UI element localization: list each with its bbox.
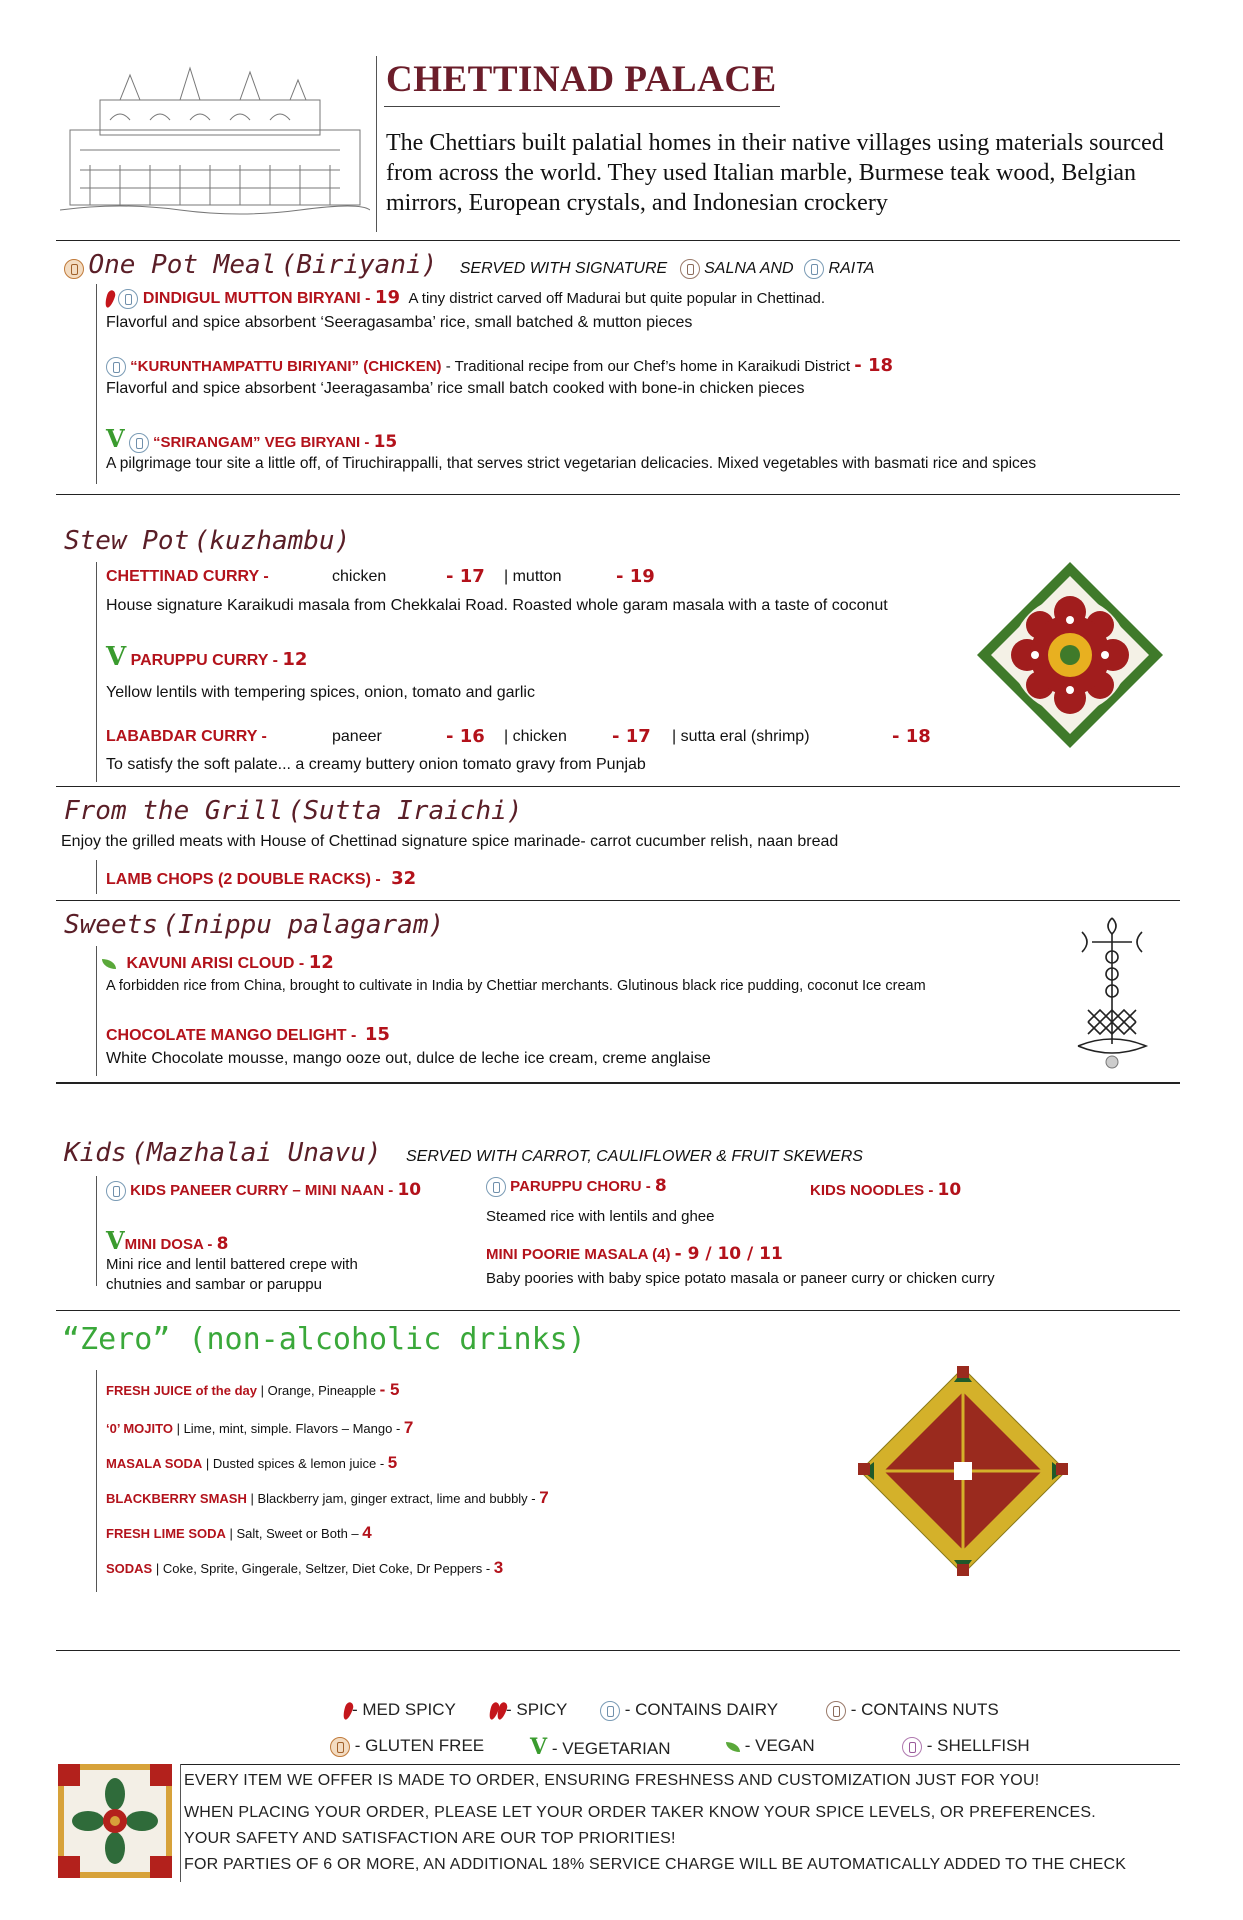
lababdar-curry-row	[106, 728, 1006, 746]
drink-name: BLACKBERRY SMASH	[106, 1491, 247, 1506]
geometric-tile-decoration	[858, 1366, 1068, 1576]
drink-row: MASALA SODA | Dusted spices & lemon juice - 5	[106, 1453, 398, 1472]
mini-dosa-desc2: chutnies and sambar or paruppu	[106, 1276, 322, 1293]
price-chicken: - 17	[446, 566, 485, 587]
vegetarian-icon: V	[106, 1226, 125, 1255]
gluten-free-icon	[64, 259, 84, 279]
nuts-icon	[680, 259, 700, 279]
legend-label: - CONTAINS NUTS	[850, 1700, 999, 1719]
drinks-title: “Zero” (non-alcoholic drinks)	[62, 1322, 586, 1357]
vegetarian-icon: V	[106, 642, 127, 672]
floral-tile-decoration	[58, 1764, 172, 1878]
grill-title: From the Grill	[64, 796, 284, 826]
mini-poorie-desc: Baby poories with baby spice potato masala or paneer curry or chicken curry	[486, 1270, 995, 1287]
item-name: LABABDAR CURRY -	[106, 728, 267, 745]
notice-line-4: FOR PARTIES OF 6 OR MORE, AN ADDITIONAL 18% SERVICE CHARGE WILL BE AUTOMATICALLY ADDED TO THE CHECK	[184, 1856, 1127, 1873]
item-desc: Flavorful and spice absorbent ‘Seeragasamba’ rice, small batched & mutton pieces	[106, 314, 693, 331]
drink-row: BLACKBERRY SMASH | Blackberry jam, ginger extract, lime and bubbly - 7	[106, 1488, 549, 1507]
dairy-icon	[106, 357, 126, 377]
legend-spicy	[490, 1700, 567, 1720]
item-name: MINI DOSA -	[124, 1236, 213, 1253]
option-chicken: chicken	[332, 568, 387, 585]
price-chicken: - 17	[612, 726, 651, 747]
shellfish-icon	[902, 1737, 922, 1757]
legend-vegan	[726, 1736, 815, 1756]
stew-subtitle: (kuzhambu)	[193, 526, 351, 556]
drink-desc: Dusted spices & lemon juice -	[212, 1456, 385, 1471]
stew-section-title	[64, 526, 350, 556]
legend-shellfish	[902, 1736, 1030, 1757]
item-price: 8	[216, 1234, 229, 1254]
grill-intro: Enjoy the grilled meats with House of Chettinad signature spice marinade- carrot cucumber relish, naan bread	[61, 833, 839, 850]
legend-label: - MED SPICY	[352, 1700, 456, 1719]
dairy-icon	[600, 1701, 620, 1721]
drink-desc: Orange, Pineapple	[267, 1383, 376, 1398]
item-price: - 9 / 10 / 11	[674, 1244, 783, 1264]
kolam-tile-decoration	[975, 560, 1165, 750]
item-name: KIDS PANEER CURRY – MINI NAAN -	[130, 1182, 394, 1199]
item-desc: A forbidden rice from China, brought to cultivate in India by Chettiar merchants. Glutinous black rice pudding, coconut Ice cream	[106, 978, 926, 994]
item-price: 32	[391, 868, 417, 889]
item-price: 10	[937, 1180, 962, 1200]
item-price: 15	[373, 432, 398, 452]
option-paneer: paneer	[332, 728, 382, 745]
drink-row: ‘0’ MOJITO | Lime, mint, simple. Flavors – Mango - 7	[106, 1418, 414, 1437]
srirangam-item	[106, 424, 397, 453]
drink-row: FRESH JUICE of the day | Orange, Pineapple - 5	[106, 1380, 400, 1399]
lamb-chops-row	[106, 868, 416, 889]
nuts-icon	[826, 1701, 846, 1721]
item-desc: Flavorful and spice absorbent ‘Jeeragasamba’ rice small batch cooked with bone-in chicken pieces	[106, 380, 805, 397]
grill-subtitle: (Sutta Iraichi)	[287, 796, 523, 826]
drink-row: FRESH LIME SODA | Salt, Sweet or Both – 4	[106, 1523, 372, 1542]
one-pot-title: One Pot Meal	[88, 250, 277, 280]
kavuni-row	[102, 952, 334, 973]
mini-dosa-row	[106, 1226, 228, 1255]
one-pot-subtitle: (Biriyani)	[280, 250, 438, 280]
drink-name: FRESH JUICE of the day	[106, 1383, 257, 1398]
vegan-icon	[102, 959, 116, 969]
drink-price: 7	[539, 1488, 549, 1507]
drink-desc: Coke, Sprite, Gingerale, Seltzer, Diet Coke, Dr Peppers -	[162, 1561, 491, 1576]
price-mutton: - 19	[616, 566, 655, 587]
item-note: - Traditional recipe from our Chef’s home in Karaikudi District	[441, 358, 851, 375]
legend-gluten-free	[330, 1736, 484, 1757]
kids-paneer-row	[106, 1180, 421, 1201]
item-price: 10	[397, 1180, 422, 1200]
item-name: DINDIGUL MUTTON BIRYANI -	[142, 290, 371, 307]
sweets-title: Sweets	[64, 910, 158, 940]
price-paneer: - 16	[446, 726, 485, 747]
legend-label: - VEGAN	[744, 1736, 815, 1755]
legend-vegetarian	[530, 1734, 671, 1760]
paruppu-choru-row	[486, 1176, 667, 1197]
one-pot-salna: SALNA AND	[704, 260, 794, 277]
vegetarian-icon: V	[530, 1734, 548, 1760]
item-price: 19	[374, 287, 400, 308]
page-title: CHETTINAD PALACE	[386, 59, 777, 100]
item-name: CHOCOLATE MANGO DELIGHT -	[106, 1027, 357, 1044]
notice-line-2: WHEN PLACING YOUR ORDER, PLEASE LET YOUR ORDER TAKER KNOW YOUR SPICE LEVELS, OR PREFERENCES.	[184, 1804, 1096, 1821]
intro-text: The Chettiars built palatial homes in their native villages using materials sourced from across the world. They used Italian marble, Burmese teak wood, Belgian mirrors, European crystals, and Indonesian crockery	[386, 130, 1164, 216]
item-name: PARUPPU CHORU -	[510, 1178, 651, 1195]
drink-desc: Salt, Sweet or Both –	[236, 1526, 359, 1541]
item-name: KAVUNI ARISI CLOUD -	[126, 955, 305, 972]
item-price: 8	[654, 1176, 667, 1196]
legend-dairy	[600, 1700, 778, 1721]
price-shrimp: - 18	[892, 726, 931, 747]
dairy-icon	[804, 259, 824, 279]
drink-price: 7	[403, 1418, 414, 1437]
drink-desc: Blackberry jam, ginger extract, lime and bubbly -	[257, 1491, 536, 1506]
option-mutton: | mutton	[504, 568, 562, 585]
mini-dosa-desc1: Mini rice and lentil battered crepe with	[106, 1256, 358, 1273]
item-name: “SRIRANGAM” VEG BIRYANI -	[152, 434, 370, 451]
item-desc: A pilgrimage tour site a little off, of Tiruchirappalli, that serves strict vegetarian delicacies. Mixed vegetables with basmati rice and spices	[106, 455, 1037, 472]
kurunthampattu-item	[106, 355, 893, 377]
item-desc: White Chocolate mousse, mango ooze out, dulce de leche ice cream, creme anglaise	[106, 1050, 711, 1067]
chocolate-mango-row	[106, 1024, 390, 1045]
item-name: KIDS NOODLES -	[810, 1182, 934, 1199]
drink-name: SODAS	[106, 1561, 153, 1576]
kolam-lamp-decoration	[1072, 912, 1152, 1072]
legend-nuts	[826, 1700, 999, 1721]
item-name: PARUPPU CURRY -	[130, 652, 278, 669]
sweets-subtitle: (Inippu palagaram)	[162, 910, 445, 940]
kids-noodles-row	[810, 1180, 961, 1200]
kids-section-title	[64, 1138, 863, 1168]
kids-title: Kids	[64, 1138, 127, 1168]
gluten-free-icon	[330, 1737, 350, 1757]
paruppu-curry-row	[106, 642, 307, 672]
dindigul-item	[106, 287, 825, 309]
notice-line-3: YOUR SAFETY AND SATISFACTION ARE OUR TOP PRIORITIES!	[184, 1830, 676, 1847]
option-chicken: | chicken	[504, 728, 567, 745]
vegan-icon	[726, 1742, 740, 1752]
item-desc: Yellow lentils with tempering spices, onion, tomato and garlic	[106, 684, 535, 701]
grill-section-title	[64, 796, 522, 826]
drink-name: ‘0’ MOJITO	[106, 1421, 173, 1436]
drink-name: MASALA SODA	[106, 1456, 203, 1471]
option-shrimp: | sutta eral (shrimp)	[672, 728, 810, 745]
palace-illustration	[60, 60, 370, 215]
legend-med-spicy	[344, 1700, 456, 1720]
kids-served: SERVED WITH CARROT, CAULIFLOWER & FRUIT SKEWERS	[405, 1148, 863, 1165]
notice-line-1: EVERY ITEM WE OFFER IS MADE TO ORDER, ENSURING FRESHNESS AND CUSTOMIZATION JUST FOR YOU!	[184, 1772, 1040, 1789]
mini-poorie-row	[486, 1244, 783, 1264]
one-pot-raita: RAITA	[828, 260, 875, 277]
item-note: A tiny district carved off Madurai but quite popular in Chettinad.	[408, 290, 826, 307]
kids-subtitle: (Mazhalai Unavu)	[131, 1138, 382, 1168]
item-price: - 18	[854, 355, 894, 376]
item-price: 12	[282, 649, 308, 670]
paruppu-choru-desc: Steamed rice with lentils and ghee	[486, 1208, 715, 1225]
dairy-icon	[486, 1177, 506, 1197]
vegetarian-icon: V	[106, 424, 125, 453]
drink-desc: Lime, mint, simple. Flavors – Mango -	[183, 1421, 401, 1436]
legend-label: - CONTAINS DAIRY	[624, 1700, 779, 1719]
drink-price: 5	[387, 1453, 398, 1472]
sweets-section-title	[64, 910, 444, 940]
drink-row: SODAS | Coke, Sprite, Gingerale, Seltzer, Diet Coke, Dr Peppers - 3	[106, 1558, 504, 1577]
dairy-icon	[129, 433, 149, 453]
dairy-icon	[118, 289, 138, 309]
stew-title: Stew Pot	[64, 526, 190, 556]
chili-icon	[103, 289, 116, 309]
item-price: 12	[308, 952, 334, 973]
drink-price: 4	[362, 1523, 372, 1542]
item-name: CHETTINAD CURRY -	[106, 568, 269, 585]
legend-label: - SPICY	[506, 1700, 568, 1719]
dairy-icon	[106, 1181, 126, 1201]
item-desc: To satisfy the soft palate... a creamy buttery onion tomato gravy from Punjab	[106, 756, 646, 773]
item-name: “KURUNTHAMPATTU BIRIYANI” (CHICKEN)	[130, 358, 442, 375]
item-price: 15	[364, 1024, 390, 1045]
one-pot-section	[64, 250, 1184, 280]
drink-price: - 5	[379, 1380, 400, 1399]
item-name: MINI POORIE MASALA (4)	[486, 1246, 671, 1263]
item-desc: House signature Karaikudi masala from Chekkalai Road. Roasted whole garam masala with a taste of coconut	[106, 597, 888, 614]
one-pot-served: SERVED WITH SIGNATURE	[459, 260, 668, 277]
item-name: LAMB CHOPS (2 DOUBLE RACKS) -	[106, 871, 381, 888]
drink-price: 3	[493, 1558, 504, 1577]
chettinad-curry-row	[106, 568, 706, 586]
drink-name: FRESH LIME SODA	[106, 1526, 226, 1541]
legend-label: - GLUTEN FREE	[354, 1736, 485, 1755]
legend-label: - VEGETARIAN	[551, 1739, 671, 1758]
legend-label: - SHELLFISH	[926, 1736, 1030, 1755]
